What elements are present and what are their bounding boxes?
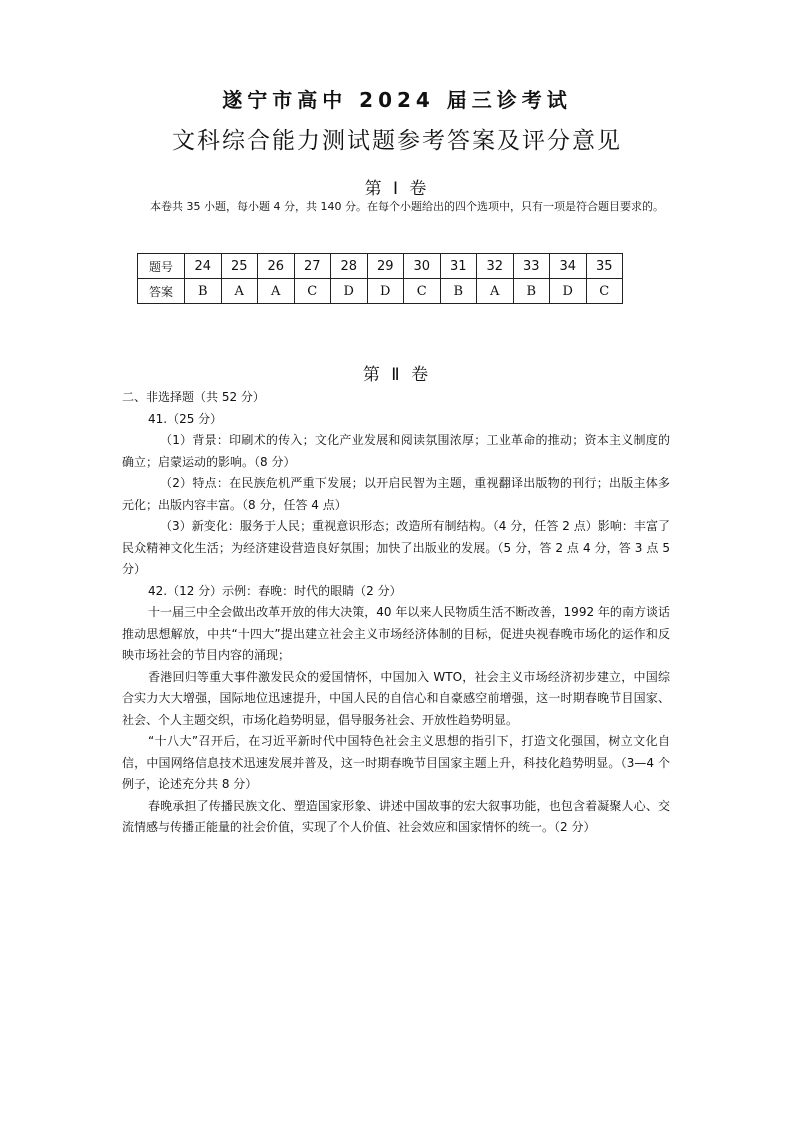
question-number-cell: 32 [477, 254, 514, 279]
answer-cell: A [221, 279, 258, 304]
part-2-heading: 第 Ⅱ 卷 [362, 365, 432, 385]
question-41-answer-2: （2）特点：在民族危机严重下发展；以开启民智为主题，重视翻译出版物的刊行；出版主体多元化；出版内容丰富。（8 分，任答 4 点） [122, 476, 670, 512]
question-41-answer-3: （3）新变化：服务于人民；重视意识形态；改造所有制结构。（4 分，任答 2 点）影响：丰富了民众精神文化生活；为经济建设营造良好氛围；加快了出版业的发展。（5 分，答 2 点 4 分，答 3 点 5 分） [122, 519, 670, 576]
question-number-cell: 26 [258, 254, 295, 279]
question-number-cell: 29 [367, 254, 404, 279]
question-42-paragraph-1: 十一届三中全会做出改革开放的伟大决策，40 年以来人民物质生活不断改善，1992 年的南方谈话推动思想解放，中共“十四大”提出建立社会主义市场经济体制的目标，促进央视春晚市场化的运作和反映市场社会的节目内容的涌现； [122, 605, 670, 662]
answer-cell: A [258, 279, 295, 304]
question-number-cell: 28 [331, 254, 368, 279]
answer-cell: D [331, 279, 368, 304]
answer-label: 答案 [138, 279, 185, 304]
question-42-title: 42.（12 分）示例：春晚：时代的眼睛（2 分） [148, 583, 402, 598]
question-41-answer-1: （1）背景：印刷术的传入；文化产业发展和阅读氛围浓厚；工业革命的推动；资本主义制度的确立；启蒙运动的影响。（8 分） [122, 433, 670, 469]
document-title: 遂宁市高中 2024 届三诊考试 [222, 88, 572, 112]
part-1-instructions: 本卷共 35 小题，每小题 4 分，共 140 分。在每个小题给出的四个选项中，只有一项是符合题目要求的。 [150, 200, 664, 213]
answer-cell: B [440, 279, 477, 304]
answer-cell: C [586, 279, 623, 304]
question-42-paragraph-4: 春晚承担了传播民族文化、塑造国家形象、讲述中国故事的宏大叙事功能，也包含着凝聚人心、交流情感与传播正能量的社会价值，实现了个人价值、社会效应和国家情怀的统一。（2 分） [122, 798, 670, 834]
answer-row [138, 279, 623, 304]
question-42-paragraph-2: 香港回归等重大事件激发民众的爱国情怀，中国加入 WTO，社会主义市场经济初步建立，中国综合实力大大增强，国际地位迅速提升，中国人民的自信心和自豪感空前增强，这一时期春晚节目国家、社会、个人主题交织，市场化趋势明显，倡导服务社会、开放性趋势明显。 [122, 669, 670, 727]
question-number-cell: 24 [185, 254, 222, 279]
question-number-row [138, 254, 623, 279]
part-2-body [122, 387, 670, 839]
question-number-label: 题号 [138, 254, 185, 279]
answer-table [137, 253, 623, 304]
question-number-cell: 35 [586, 254, 623, 279]
section-title: 二、非选择题（共 52 分） [122, 390, 265, 404]
answer-cell: B [513, 279, 550, 304]
question-41-title: 41.（25 分） [148, 411, 223, 426]
answer-cell: C [294, 279, 331, 304]
question-number-cell: 34 [550, 254, 587, 279]
question-number-cell: 33 [513, 254, 550, 279]
question-number-cell: 31 [440, 254, 477, 279]
document-subtitle: 文科综合能力测试题参考答案及评分意见 [172, 128, 622, 154]
answer-cell: B [185, 279, 222, 304]
question-number-cell: 30 [404, 254, 441, 279]
answer-cell: A [477, 279, 514, 304]
answer-cell: D [550, 279, 587, 304]
question-number-cell: 25 [221, 254, 258, 279]
answer-cell: D [367, 279, 404, 304]
part-1-heading: 第 Ⅰ 卷 [364, 179, 430, 199]
answer-cell: C [404, 279, 441, 304]
question-42-paragraph-3: “十八大”召开后，在习近平新时代中国特色社会主义思想的指引下，打造文化强国，树立文化自信，中国网络信息技术迅速发展并普及，这一时期春晚节目国家主题上升，科技化趋势明显。（3—4 个例子，论述充分共 8 分） [122, 734, 670, 791]
question-number-cell: 27 [294, 254, 331, 279]
